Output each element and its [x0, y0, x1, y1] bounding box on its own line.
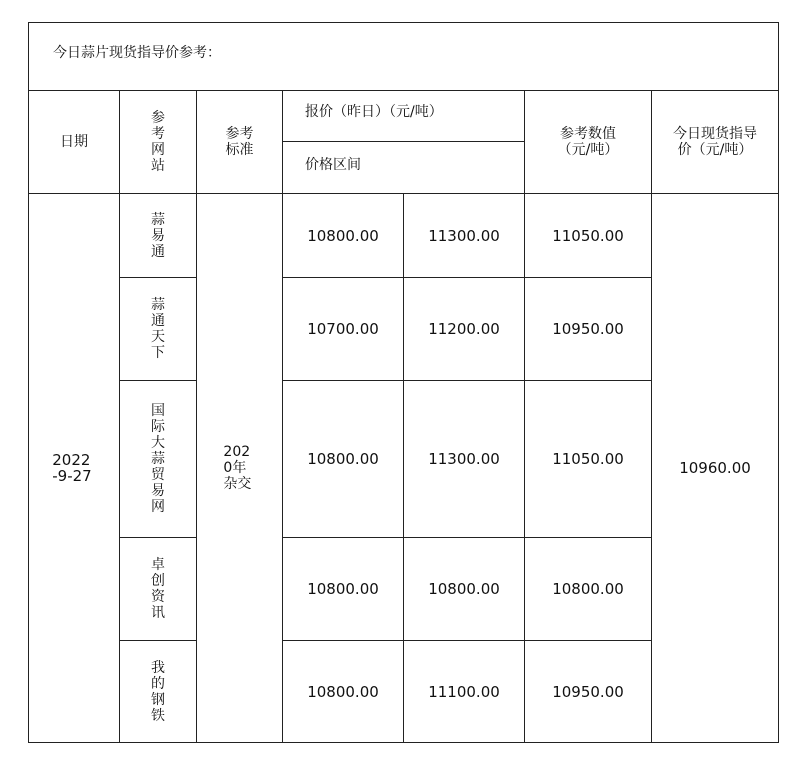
site-cell: [119, 194, 196, 278]
ref-value-cell: 11050.00: [524, 194, 651, 278]
site-cell: [119, 538, 196, 641]
ref-value-cell: 10950.00: [524, 278, 651, 381]
guide-price-cell: [651, 194, 779, 743]
date-cell: [28, 194, 119, 743]
header-ref-value: 参考数值（元/吨）: [524, 91, 651, 194]
guide-price-value: 10960.00: [679, 459, 751, 477]
site-name: 蒜易通: [151, 211, 165, 260]
header-date: 日期: [28, 91, 119, 194]
price-low-cell: 10800.00: [282, 194, 403, 278]
table-title-cell: [28, 22, 779, 91]
standard-cell: [196, 194, 282, 743]
site-cell: [119, 641, 196, 743]
site-name: 我的钢铁: [151, 659, 165, 724]
site-name: 蒜通天下: [151, 297, 165, 361]
price-high-cell: 10800.00: [403, 538, 524, 641]
site-name: 卓创资讯: [151, 557, 165, 621]
price-low-cell: 10700.00: [282, 278, 403, 381]
price-high-cell: 11100.00: [403, 641, 524, 743]
header-range: 价格区间: [282, 142, 524, 194]
price-low-cell: 10800.00: [282, 538, 403, 641]
site-name: 国际大蒜贸易网: [151, 403, 165, 515]
price-low-cell: 10800.00: [282, 641, 403, 743]
site-cell: [119, 381, 196, 538]
price-high-cell: 11300.00: [403, 381, 524, 538]
site-cell: [119, 278, 196, 381]
standard-value: 2020年杂交: [223, 444, 252, 492]
price-table: [28, 22, 779, 743]
price-high-cell: 11200.00: [403, 278, 524, 381]
date-value: 2022-9-27: [52, 451, 92, 485]
header-site: 参考网站: [119, 91, 196, 194]
header-quote: 报价（昨日）（元/吨）: [282, 91, 524, 142]
table-title: 今日蒜片现货指导价参考：: [53, 45, 221, 61]
ref-value-cell: 10800.00: [524, 538, 651, 641]
header-standard: 参考标准: [196, 91, 282, 194]
price-high-cell: 11300.00: [403, 194, 524, 278]
ref-value-cell: 10950.00: [524, 641, 651, 743]
price-low-cell: 10800.00: [282, 381, 403, 538]
ref-value-cell: 11050.00: [524, 381, 651, 538]
header-guide-price: 今日现货指导价（元/吨）: [651, 91, 779, 194]
